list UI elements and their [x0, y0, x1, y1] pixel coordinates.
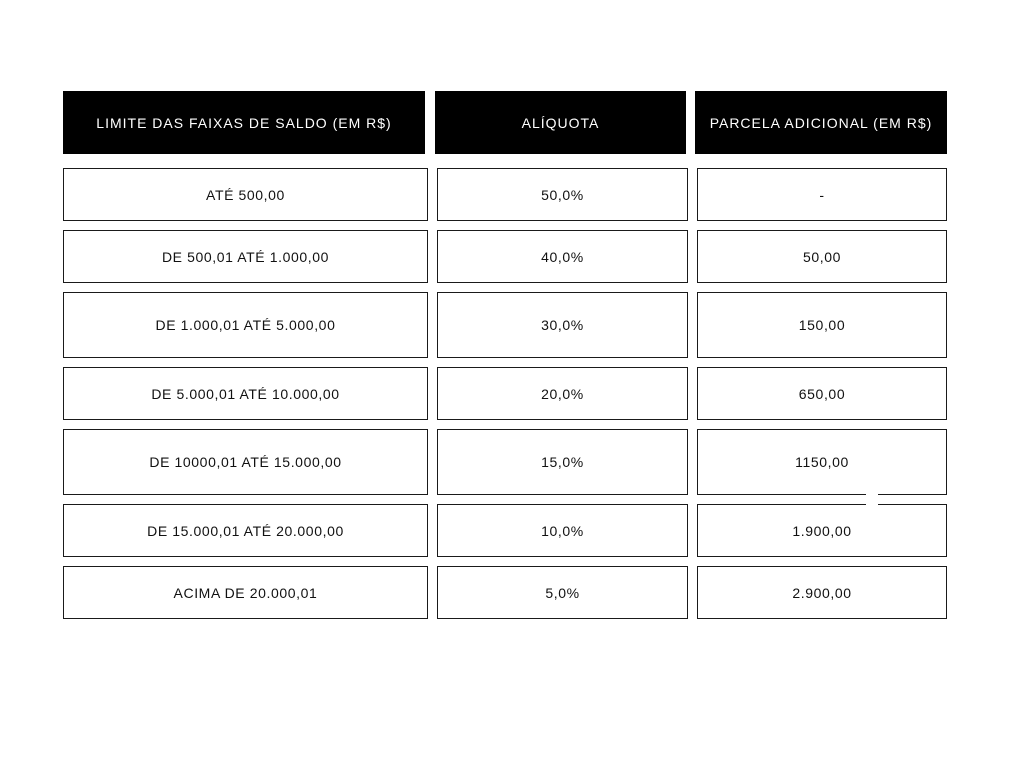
- cell-rate-row-6: 10,0%: [437, 504, 688, 557]
- border-gap: [866, 493, 878, 505]
- cell-rate-row-1: 50,0%: [437, 168, 688, 221]
- cell-additional-row-1: -: [697, 168, 947, 221]
- cell-additional-row-7: 2.900,00: [697, 566, 947, 619]
- cell-limit-row-5: DE 10000,01 ATÉ 15.000,00: [63, 429, 428, 495]
- cell-limit-row-7: ACIMA DE 20.000,01: [63, 566, 428, 619]
- cell-rate-row-2: 40,0%: [437, 230, 688, 283]
- cell-additional-row-3: 150,00: [697, 292, 947, 358]
- cell-rate-row-4: 20,0%: [437, 367, 688, 420]
- cell-limit-row-2: DE 500,01 ATÉ 1.000,00: [63, 230, 428, 283]
- cell-limit-row-6: DE 15.000,01 ATÉ 20.000,00: [63, 504, 428, 557]
- header-additional: PARCELA ADICIONAL (EM R$): [695, 91, 947, 154]
- cell-limit-row-1: ATÉ 500,00: [63, 168, 428, 221]
- cell-additional-row-6: 1.900,00: [697, 504, 947, 557]
- cell-rate-row-3: 30,0%: [437, 292, 688, 358]
- cell-rate-row-5: 15,0%: [437, 429, 688, 495]
- header-rate: ALÍQUOTA: [435, 91, 686, 154]
- header-limit: LIMITE DAS FAIXAS DE SALDO (EM R$): [63, 91, 425, 154]
- cell-limit-row-3: DE 1.000,01 ATÉ 5.000,00: [63, 292, 428, 358]
- cell-rate-row-7: 5,0%: [437, 566, 688, 619]
- cell-additional-row-2: 50,00: [697, 230, 947, 283]
- cell-additional-row-4: 650,00: [697, 367, 947, 420]
- cell-additional-row-5: 1150,00: [697, 429, 947, 495]
- cell-limit-row-4: DE 5.000,01 ATÉ 10.000,00: [63, 367, 428, 420]
